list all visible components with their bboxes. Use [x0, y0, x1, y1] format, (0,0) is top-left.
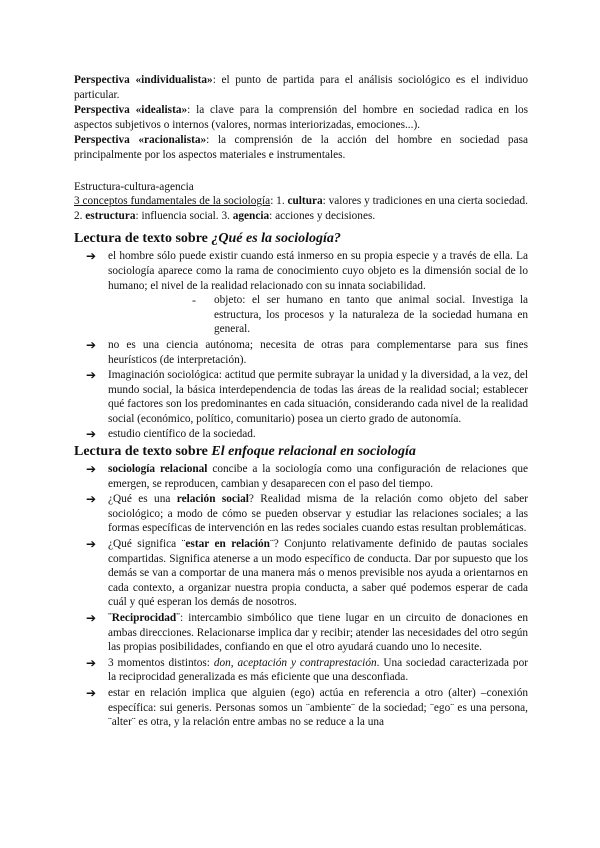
concepts-underline: 3 conceptos fundamentales de la sociología: [74, 195, 271, 208]
list-item: [86, 249, 528, 337]
list-item-text: ? Realidad misma de la relación como objeto del saber sociológico; a modo de cómo se pueden observar y estudiar las relaciones sociales; a las formas específicas de intervención en las redes sociales cuando estas resultan problemáticas.: [108, 493, 528, 535]
section-heading-enfoque-relacional: [74, 443, 528, 460]
perspective-text: : la comprensión de la acción del hombre en sociedad pasa principalmente por los aspectos materiales e instrumentales.: [74, 134, 529, 161]
concept-term: cultura: [287, 195, 323, 208]
arrow-bullet-icon: ➔: [86, 368, 97, 383]
heading-prefix: Lectura de texto sobre: [74, 231, 212, 247]
arrow-bullet-icon: ➔: [86, 655, 97, 670]
sub-list: [108, 293, 528, 337]
text-run: : valores y tradiciones en una cierta sociedad. 2.: [74, 195, 528, 222]
list-item-text: . Una sociedad caracterizada por la reciprocidad generalizada es más eficiente que una desconfiada.: [108, 656, 528, 684]
list-item-text: ¨? Conjunto relativamente definido de pautas sociales compartidas. Significa atenerse a un modo específico de conducta. Dar por supuesto que los demás se van a comportar de una manera más o menos previsible nos ayuda a orientarnos en cada contexto, a organizar nuestra propia conducta, a saber qué podemos esperar de cada cuál y qué esperan los demás de nosotros.: [108, 538, 528, 609]
arrow-bullet-icon: ➔: [86, 462, 97, 477]
list-item: [86, 427, 528, 442]
text-run: ¿Qué significa ¨: [108, 538, 186, 551]
term-bold: ¨Reciprocidad¨: [108, 612, 180, 624]
arrow-bullet-icon: ➔: [86, 537, 97, 552]
arrow-bullet-icon: ➔: [86, 427, 97, 442]
list-item-text: estudio científico de la sociedad.: [108, 428, 256, 441]
list-item: [86, 685, 528, 730]
arrow-bullet-icon: ➔: [86, 685, 97, 700]
list-item: [86, 337, 528, 367]
perspective-rationalist: [74, 133, 528, 162]
arrow-bullet-icon: ➔: [86, 611, 97, 625]
perspective-term: Perspectiva «racionalista»: [74, 134, 207, 147]
list-item-text: Imaginación sociológica: actitud que permite subrayar la unidad y la diversidad, a la vez, del mundo social, la básica interdependencia de todas las áreas de la realidad social; establecer qué factores son los predominantes en cada situación, considerando cada nivel de la realidad social (económico, político, comunitario) posea un cierto grado de autonomía.: [108, 369, 528, 425]
term-bold: estar en relación: [185, 538, 270, 551]
heading-emphasis: El enfoque relacional en sociología: [211, 444, 416, 460]
list-item-text: estar en relación implica que alguien (ego) actúa en referencia a otro (alter) –conexión específica: sui generis. Personas somos un ¨ambiente¨ de la sociedad; ¨ego¨ es una persona, ¨alter¨ es otra, y la relación entre ambas no se reduce a la una: [108, 686, 528, 729]
concept-term: estructura: [85, 209, 136, 222]
perspective-individualist: [74, 73, 528, 102]
section2-list: [74, 462, 528, 730]
list-item-text: no es una ciencia autónoma; necesita de otras para complementarse para sus fines heurísticos (de interpretación).: [108, 338, 528, 366]
list-item-text: concibe a la sociología como una configuración de relaciones que emergen, se reproducen, cambian y desaparecen con el paso del tiempo.: [108, 463, 529, 490]
perspective-text: : el punto de partida para el análisis sociológico es el individuo particular.: [74, 74, 528, 101]
list-item-text: : intercambio simbólico que tiene lugar en un circuito de donaciones en ambas direcciones. Relacionarse implica dar y recibir; atender las necesidades del otro según las propias posibilidades, confiando en que el otro ayudará cuando uno lo necesite.: [108, 612, 529, 654]
perspective-idealist: [74, 103, 528, 132]
term-bold: relación social: [176, 493, 249, 506]
perspective-term: Perspectiva «individualista»: [74, 74, 213, 86]
section-heading-que-es-la-sociologia: [74, 230, 528, 247]
arrow-bullet-icon: ➔: [86, 249, 97, 264]
text-run: 3 momentos distintos:: [108, 656, 214, 669]
perspectives-intro: [74, 73, 528, 163]
text-run: ¿Qué es una: [108, 493, 177, 506]
term-italic: don, aceptación y contraprestación: [213, 656, 377, 669]
text-run: : acciones y decisiones.: [269, 209, 376, 222]
heading-prefix: Lectura de texto sobre: [74, 444, 212, 460]
list-item-text: el hombre sólo puede existir cuando está inmerso en su propia especie y a través de ella. La sociología aparece como la rama de conocimiento cuyo objeto es la dimensión social de lo humano; el nivel de la realidad relacionado con su innata sociabilidad.: [108, 250, 528, 292]
concept-term: agencia: [232, 209, 270, 222]
dash-bullet-icon: -: [192, 293, 196, 308]
sub-list-item: [192, 293, 528, 337]
list-item: [86, 611, 529, 655]
list-item: [86, 655, 528, 685]
concepts-block: [74, 180, 528, 224]
section1-list: [74, 249, 528, 442]
list-item: [86, 368, 528, 426]
text-run: : influencia social. 3.: [135, 209, 233, 222]
perspective-text: : la clave para la comprensión del hombre en sociedad radica en los aspectos subjetivos o internos (valores, normas interiorizadas, emociones...).: [74, 104, 528, 131]
sub-list-item-text: objeto: el ser humano en tanto que animal social. Investiga la estructura, los procesos y la naturaleza de la sociedad humana en general.: [214, 294, 528, 336]
text-run: : 1.: [270, 195, 288, 208]
list-item: [86, 462, 529, 491]
term-bold: sociología relacional: [108, 463, 208, 476]
list-item: [86, 492, 528, 536]
arrow-bullet-icon: ➔: [86, 492, 97, 507]
concepts-heading: Estructura-cultura-agencia: [74, 180, 194, 193]
perspective-term: Perspectiva «idealista»: [74, 104, 188, 117]
list-item: [86, 537, 528, 610]
concepts-paragraph: [74, 194, 528, 223]
arrow-bullet-icon: ➔: [86, 337, 97, 352]
heading-emphasis: ¿Qué es la sociología?: [211, 231, 341, 247]
